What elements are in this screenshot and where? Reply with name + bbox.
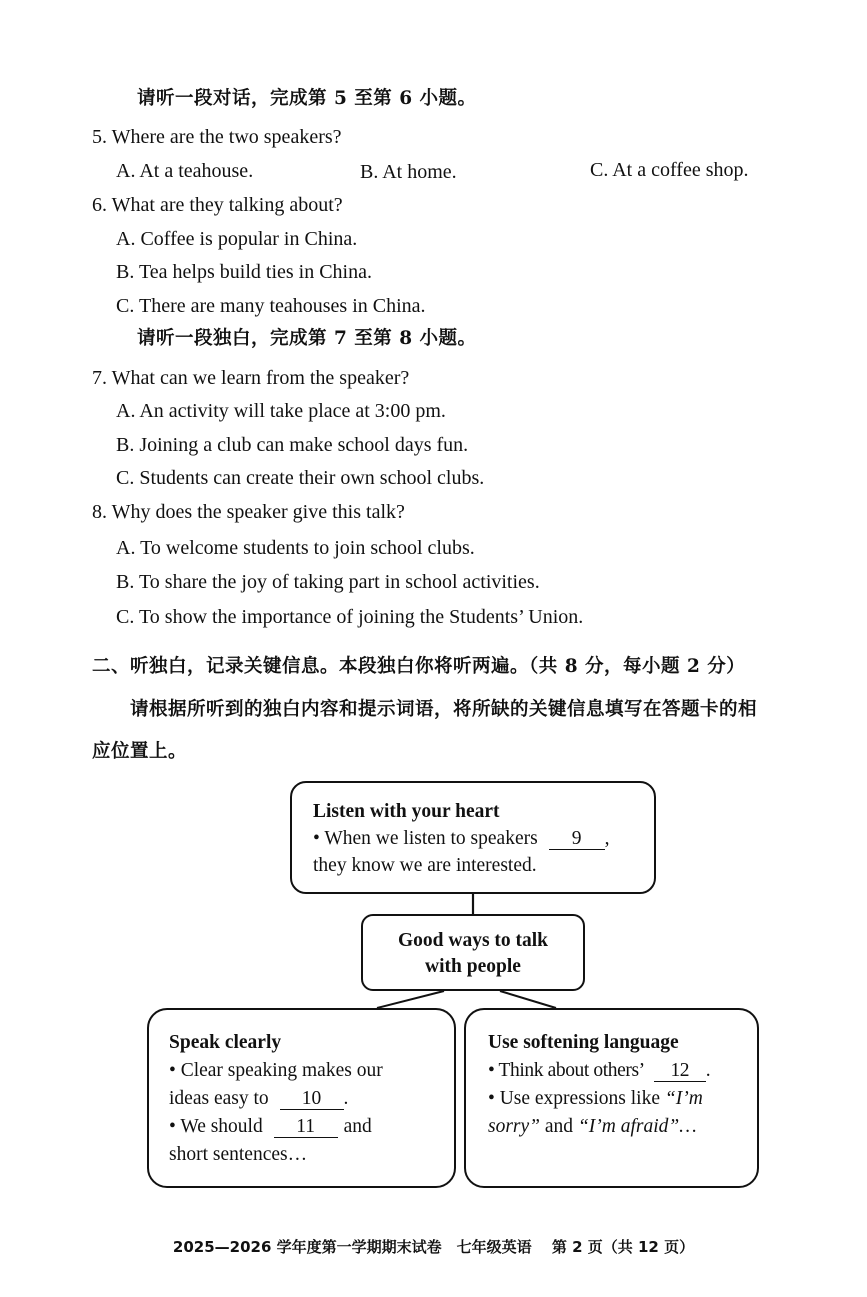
section-2-instruction-line1: 请根据所听到的独白内容和提示词语，将所缺的关键信息填写在答题卡的相	[130, 699, 758, 720]
question-8-option-c: C. To show the importance of joining the Students’ Union.	[116, 606, 584, 628]
question-5-option-b: B. At home.	[360, 161, 457, 183]
question-7-option-c: C. Students can create their own school clubs.	[116, 467, 485, 489]
page-footer: 2025—2026 学年度第一学期期末试卷 七年级英语 第 2 页（共 12 页）	[172, 1238, 695, 1256]
central-topic-line1: Good ways to talk	[397, 930, 549, 951]
listen-box	[290, 781, 656, 894]
instruction-q5-6: 请听一段对话，完成第 5 至第 6 小题。	[137, 88, 477, 109]
central-topic-box	[361, 914, 585, 991]
central-topic-line2: with people	[425, 956, 521, 977]
question-7-option-a: A. An activity will take place at 3:00 pm.	[116, 400, 446, 422]
speak-clearly-box	[147, 1008, 456, 1188]
listen-box-line2: they know we are interested.	[313, 855, 537, 876]
answer-blank-10[interactable]: 10	[280, 1089, 344, 1110]
question-5-option-a: A. At a teahouse.	[116, 160, 254, 182]
instruction-q7-8: 请听一段独白，完成第 7 至第 8 小题。	[137, 328, 477, 349]
question-5-stem: 5. Where are the two speakers?	[92, 126, 342, 148]
listen-box-line1: • When we listen to speakers 9 ,	[313, 828, 610, 849]
speak-clearly-line3: • We should 11 and	[169, 1116, 372, 1137]
answer-blank-9[interactable]: 9	[549, 829, 605, 850]
speak-clearly-line4: short sentences…	[169, 1144, 308, 1165]
question-7-option-b: B. Joining a club can make school days fun.	[116, 434, 469, 456]
answer-blank-11[interactable]: 11	[274, 1117, 338, 1138]
listen-box-title: Listen with your heart	[313, 801, 500, 822]
question-6-option-c: C. There are many teahouses in China.	[116, 295, 426, 317]
question-8-option-b: B. To share the joy of taking part in school activities.	[116, 571, 540, 593]
softening-language-line3: sorry” and “I’m afraid”…	[488, 1116, 697, 1137]
softening-language-line2: • Use expressions like “I’m	[488, 1088, 703, 1109]
question-7-stem: 7. What can we learn from the speaker?	[92, 367, 410, 389]
speak-clearly-title: Speak clearly	[169, 1032, 282, 1053]
section-2-instruction-line2: 应位置上。	[92, 741, 188, 762]
speak-clearly-line1: • Clear speaking makes our	[169, 1060, 383, 1081]
question-8-option-a: A. To welcome students to join school clubs.	[116, 537, 475, 559]
question-8-stem: 8. Why does the speaker give this talk?	[92, 501, 405, 523]
question-6-stem: 6. What are they talking about?	[92, 194, 343, 216]
question-6-option-b: B. Tea helps build ties in China.	[116, 261, 372, 283]
question-5-option-c: C. At a coffee shop.	[590, 159, 749, 181]
section-2-heading: 二、听独白，记录关键信息。本段独白你将听两遍。（共 8 分，每小题 2 分）	[92, 656, 746, 677]
answer-blank-12[interactable]: 12	[654, 1061, 706, 1082]
speak-clearly-line2: ideas easy to 10 .	[169, 1088, 349, 1109]
softening-language-line1: • Think about others’ 12 .	[488, 1060, 711, 1081]
softening-language-box	[464, 1008, 759, 1188]
softening-language-title: Use softening language	[488, 1032, 679, 1053]
question-6-option-a: A. Coffee is popular in China.	[116, 228, 358, 250]
